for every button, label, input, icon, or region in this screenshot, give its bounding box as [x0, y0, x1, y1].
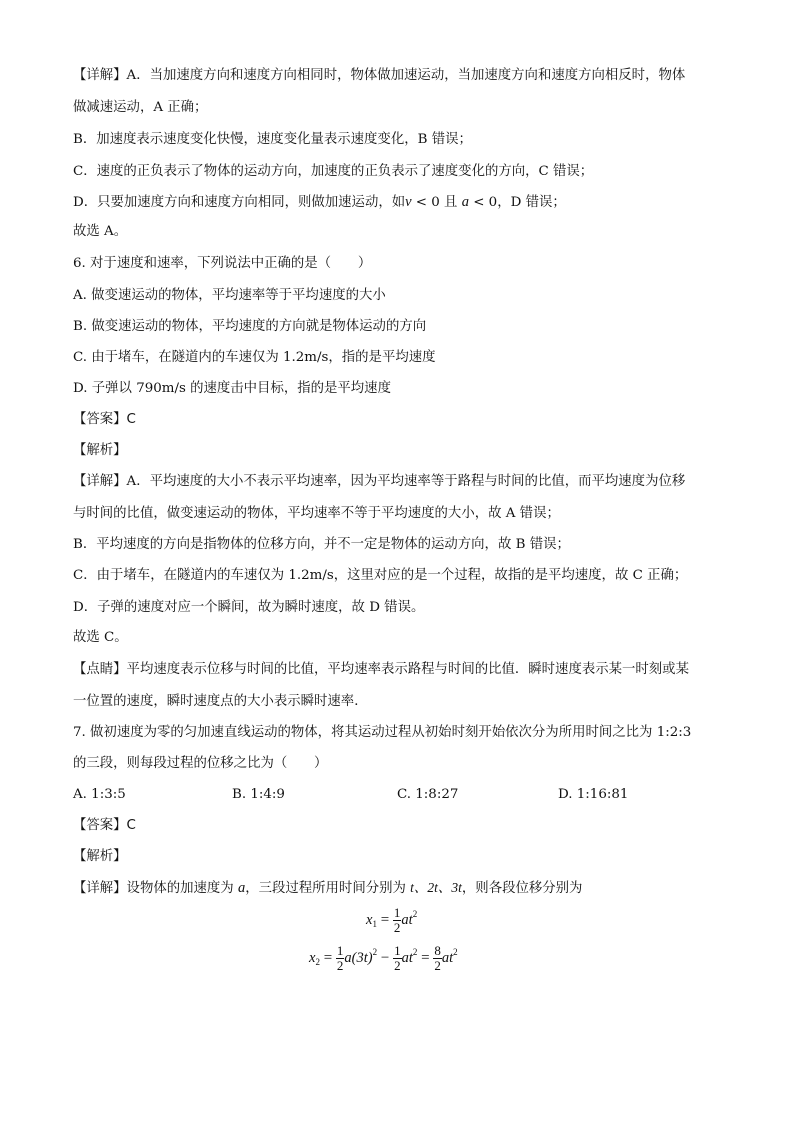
q6-option-b: B. 做变速运动的物体，平均速度的方向就是物体运动的方向	[73, 319, 427, 334]
q7-equation-2: $x_2$ = $\frac{1}{2}$ $a(3t)^2$ − $\frac{1}{2}$ $at^2$ = $\frac{8}{2}$ $at^2$	[309, 943, 458, 973]
q7-exp1-suffix: ，则各段位移分别为	[461, 881, 583, 896]
q7-equation-1: $x_1$ = $\frac{1}{2}$ $at^2$	[366, 905, 418, 935]
q7-exp1-a-symbol: a	[237, 880, 246, 896]
q5-d-suffix: ，D 错误；	[497, 195, 566, 210]
eq1-lhs: x	[366, 911, 373, 928]
q6-conclusion: 故选 C。	[73, 630, 128, 645]
eq2-lhs: x	[309, 949, 316, 966]
q6-stem: 6. 对于速度和速率，下列说法中正确的是（ ）	[73, 256, 372, 271]
eq2-t2-num: 1	[394, 943, 401, 958]
q7-option-c: C. 1:8:27	[397, 787, 459, 802]
q6-analysis-heading: 【解析】	[73, 443, 127, 458]
q7-exp1-prefix: 【详解】设物体的加速度为	[73, 881, 238, 896]
q6-answer: 【答案】C	[73, 412, 136, 427]
q7-exp1-times: t、2t、3t	[410, 880, 462, 895]
eq2-t1-num: 1	[336, 943, 344, 958]
eq2-term2-body: at	[401, 949, 413, 966]
eq2-t3-num: 8	[434, 943, 441, 958]
q7-stem-2: 的三段，则每段过程的位移之比为（ ）	[73, 756, 328, 771]
eq1-num: 1	[393, 905, 401, 920]
q7-answer: 【答案】C	[73, 818, 136, 833]
eq1-exp: 2	[412, 908, 418, 919]
q5-explanation-line-1: 【详解】A．当加速度方向和速度方向相同时，物体做加速运动，当加速度方向和速度方向相反时，物体	[73, 68, 686, 83]
q5-explanation-c: C．速度的正负表示了物体的运动方向，加速度的正负表示了速度变化的方向，C 错误；	[73, 164, 594, 179]
eq2-sub: 2	[315, 956, 320, 967]
eq1-sub: 1	[372, 918, 377, 929]
q6-option-d: D. 子弹以 790m/s 的速度击中目标，指的是平均速度	[73, 381, 391, 396]
eq1-den: 2	[393, 920, 401, 935]
eq2-term2-fraction	[393, 944, 402, 973]
eq2-t3-den: 2	[434, 958, 441, 973]
eq2-t1-den: 2	[336, 958, 344, 973]
q7-option-d: D. 1:16:81	[558, 787, 629, 802]
q5-d-a-symbol: a	[461, 194, 469, 210]
eq2-term3-fraction	[433, 944, 442, 973]
q7-option-b: B. 1:4:9	[232, 787, 285, 802]
q6-explanation-4: C．由于堵车，在隧道内的车速仅为 1.2m/s，这里对应的是一个过程，故指的是平均速度，故 C 正确；	[73, 568, 688, 583]
q6-explanation-3: B．平均速度的方向是指物体的位移方向，并不一定是物体的运动方向，故 B 错误；	[73, 537, 570, 552]
eq2-term1-body: a(3t)	[344, 949, 373, 966]
q5-d-prefix: D．只要加速度方向和速度方向相同，则做加速运动，如	[73, 195, 406, 210]
q5-conclusion: 故选 A。	[73, 224, 128, 239]
q5-explanation-d	[73, 193, 566, 212]
q5-d-mid2: < 0	[468, 195, 498, 210]
q6-comment-1: 【点睛】平均速度表示位移与时间的比值，平均速率表示路程与时间的比值．瞬时速度表示某一时刻或某	[73, 662, 689, 677]
eq2-t2-exp: 2	[412, 946, 418, 957]
q5-d-mid1: < 0 且	[411, 195, 462, 210]
q7-explanation-1	[73, 879, 582, 898]
eq2-t1-exp: 2	[372, 946, 378, 957]
q5-explanation-b: B．加速度表示速度变化快慢，速度变化量表示速度变化，B 错误；	[73, 132, 472, 147]
q6-explanation-2: 与时间的比值，做变速运动的物体，平均速率不等于平均速度的大小，故 A 错误；	[73, 506, 560, 521]
q5-d-v-symbol: v	[405, 194, 412, 210]
q6-explanation-1: 【详解】A．平均速度的大小不表示平均速率，因为平均速率等于路程与时间的比值，而平均速度为位移	[73, 474, 686, 489]
eq2-term3-body: at	[441, 949, 454, 966]
eq2-t3-exp: 2	[453, 946, 458, 957]
q6-explanation-5: D．子弹的速度对应一个瞬间，故为瞬时速度，故 D 错误。	[73, 600, 425, 615]
q6-option-c: C. 由于堵车，在隧道内的车速仅为 1.2m/s，指的是平均速度	[73, 350, 436, 365]
q7-option-a: A. 1:3:5	[73, 787, 126, 802]
q5-explanation-line-2: 做减速运动，A 正确；	[73, 100, 208, 115]
eq2-t2-den: 2	[394, 958, 401, 973]
q6-comment-2: 一位置的速度，瞬时速度点的大小表示瞬时速率．	[73, 694, 368, 709]
q7-stem-1: 7. 做初速度为零的匀加速直线运动的物体，将其运动过程从初始时刻开始依次分为所用时间之比为 1:2:3	[73, 725, 692, 740]
q6-option-a: A. 做变速运动的物体，平均速率等于平均速度的大小	[73, 288, 386, 303]
q7-exp1-mid: ，三段过程所用时间分别为	[245, 881, 411, 896]
q7-analysis-heading: 【解析】	[73, 849, 127, 864]
eq1-rhs: at	[401, 911, 413, 928]
